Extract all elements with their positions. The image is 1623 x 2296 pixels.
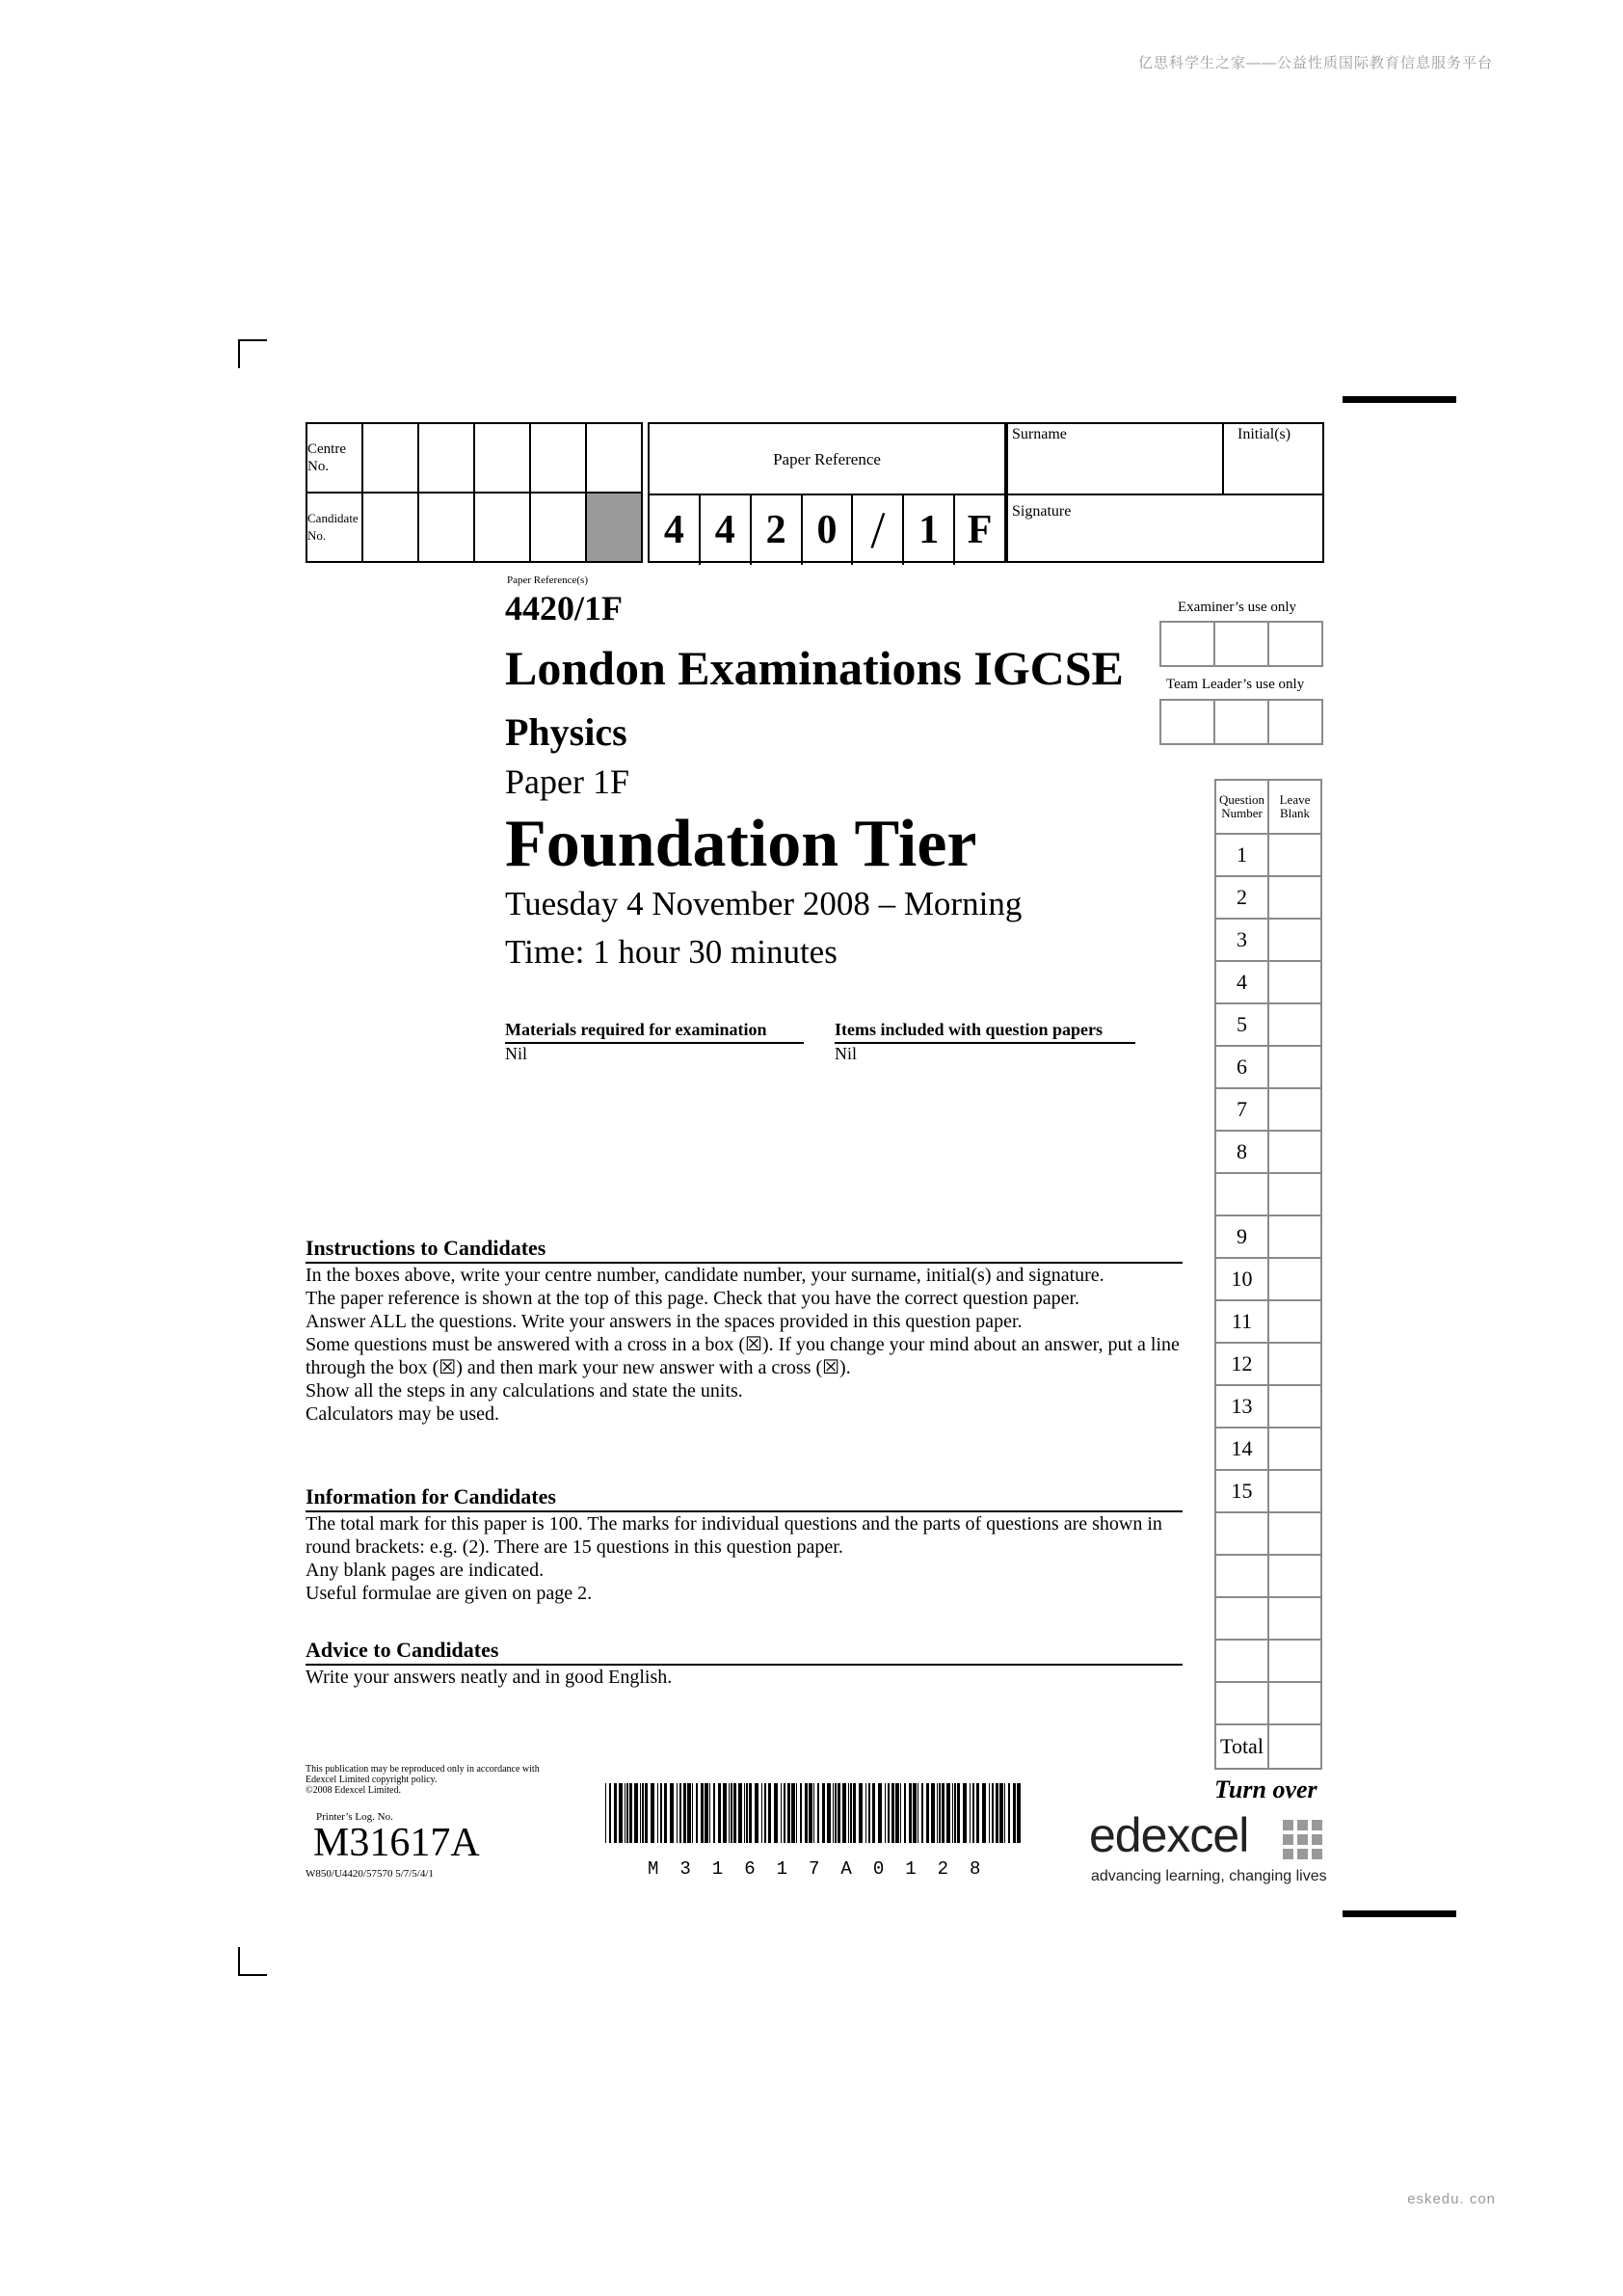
crop-mark-bottom-h	[238, 1974, 267, 1976]
paper-digit: F	[967, 508, 993, 552]
barcode-bar	[957, 1783, 960, 1843]
paper-title: Paper 1F	[505, 762, 629, 801]
question-row	[1215, 1088, 1321, 1131]
question-row	[1215, 1173, 1321, 1215]
leave-blank-box[interactable]	[1268, 1131, 1321, 1173]
question-row	[1215, 1512, 1321, 1555]
question-number: 5	[1215, 1003, 1268, 1046]
barcode-bar	[687, 1783, 691, 1843]
barcode-bar	[787, 1783, 790, 1843]
barcode-bar	[853, 1783, 856, 1843]
leave-blank-box[interactable]	[1268, 1046, 1321, 1088]
information-line: The total mark for this paper is 100. The marks for individual questions and the parts of questions are shown in round brackets: e.g. (2). There are 15 questions in this question paper.	[306, 1513, 1162, 1558]
question-number: 1	[1215, 834, 1268, 876]
centre-no-box[interactable]	[362, 423, 418, 493]
barcode-bar	[952, 1783, 953, 1843]
barcode-bar	[729, 1783, 730, 1843]
total-label: Total	[1215, 1724, 1268, 1769]
question-number: 14	[1215, 1428, 1268, 1470]
question-number	[1215, 1512, 1268, 1555]
question-number	[1215, 1597, 1268, 1640]
crop-mark-top-v	[238, 339, 240, 368]
initials-label: Initial(s)	[1237, 426, 1291, 442]
centre-no-box[interactable]	[586, 423, 642, 493]
barcode-bar	[774, 1783, 778, 1843]
barcode-bar	[677, 1783, 678, 1843]
barcode-bar	[963, 1783, 967, 1843]
barcode-bar	[651, 1783, 654, 1843]
question-number: 9	[1215, 1215, 1268, 1258]
instructions-heading: Instructions to Candidates	[306, 1236, 1183, 1264]
paper-reference-title: 4420/1F	[505, 589, 623, 627]
centre-no-label: Centre No.	[306, 423, 362, 493]
question-row	[1215, 1131, 1321, 1173]
candidate-no-box[interactable]	[474, 493, 530, 562]
barcode-bar	[683, 1783, 686, 1843]
question-row	[1215, 1343, 1321, 1385]
barcode-bar	[996, 1783, 998, 1843]
question-number: 10	[1215, 1258, 1268, 1300]
question-number: 8	[1215, 1131, 1268, 1173]
leave-blank-box[interactable]	[1268, 1173, 1321, 1215]
leave-blank-box[interactable]	[1268, 1343, 1321, 1385]
leave-blank-box[interactable]	[1268, 834, 1321, 876]
candidate-details-grid	[306, 422, 643, 563]
barcode-bar	[833, 1783, 834, 1843]
barcode-bar	[733, 1783, 736, 1843]
exam-time: Time: 1 hour 30 minutes	[505, 933, 838, 971]
barcode-bar	[749, 1783, 752, 1843]
question-row	[1215, 1300, 1321, 1343]
examiners-box[interactable]	[1160, 622, 1214, 666]
paper-digit: 1	[904, 495, 955, 565]
leave-blank-header: Leave Blank	[1268, 780, 1321, 834]
barcode-bar	[809, 1783, 812, 1843]
question-number	[1215, 1173, 1268, 1215]
barcode-bar	[692, 1783, 693, 1843]
edexcel-tagline: advancing learning, changing lives	[1091, 1868, 1327, 1884]
paper-reference-box	[648, 422, 1006, 563]
signature-label: Signature	[1012, 503, 1072, 520]
edexcel-logo-text: edexcel	[1089, 1808, 1249, 1862]
question-number-header: Question Number	[1215, 780, 1268, 834]
leave-blank-box[interactable]	[1268, 1428, 1321, 1470]
examiners-box[interactable]	[1214, 622, 1268, 666]
barcode-bar	[664, 1783, 667, 1843]
paper-digit-slash: /	[853, 495, 904, 565]
team-leader-box[interactable]	[1160, 700, 1214, 744]
information-line: Any blank pages are indicated.	[306, 1560, 545, 1581]
surname-signature-box	[1006, 422, 1324, 563]
barcode-bar	[992, 1783, 994, 1843]
team-leader-box[interactable]	[1214, 700, 1268, 744]
materials-required-value: Nil	[505, 1044, 528, 1063]
barcode-bar	[842, 1783, 846, 1843]
question-number: 6	[1215, 1046, 1268, 1088]
question-number: 2	[1215, 876, 1268, 919]
leave-blank-box[interactable]	[1268, 1682, 1321, 1724]
barcode-bar	[999, 1783, 1003, 1843]
barcode-bar	[619, 1783, 623, 1843]
leave-blank-box[interactable]	[1268, 1215, 1321, 1258]
advice-line: Write your answers neatly and in good English.	[306, 1667, 673, 1688]
barcode-bar	[805, 1783, 808, 1843]
barcode-bar	[781, 1783, 782, 1843]
team-leader-use-label: Team Leader’s use only	[1166, 677, 1305, 692]
question-number: 15	[1215, 1470, 1268, 1512]
barcode-bar	[1008, 1783, 1010, 1843]
question-number: 12	[1215, 1343, 1268, 1385]
crop-mark-bottom-v	[238, 1947, 240, 1976]
question-number: 11	[1215, 1300, 1268, 1343]
barcode-bar	[614, 1783, 617, 1843]
instructions-body	[306, 1264, 1183, 1426]
barcode-bar	[859, 1783, 863, 1843]
barcode-bar	[660, 1783, 662, 1843]
printers-log-number: M31617A	[313, 1821, 480, 1865]
advice-body	[306, 1666, 1183, 1689]
question-number: 3	[1215, 919, 1268, 961]
signature-field[interactable]	[1008, 495, 1322, 561]
information-body	[306, 1512, 1183, 1605]
barcode-bar	[657, 1783, 658, 1843]
barcode-bar	[731, 1783, 732, 1843]
question-row	[1215, 961, 1321, 1003]
barcode-bar	[900, 1783, 901, 1843]
leave-blank-box[interactable]	[1268, 1003, 1321, 1046]
leave-blank-box[interactable]	[1268, 1555, 1321, 1597]
question-row	[1215, 1555, 1321, 1597]
question-row	[1215, 1385, 1321, 1428]
printers-log-label: Printer’s Log. No.	[316, 1811, 393, 1823]
information-section	[306, 1484, 1183, 1605]
watermark-bottom: eskedu. con	[1407, 2191, 1496, 2207]
barcode-bar	[723, 1783, 727, 1843]
question-number	[1215, 1640, 1268, 1682]
materials-required	[505, 1020, 804, 1064]
instruction-line: Some questions must be answered with a cross in a box (☒). If you change your mind about an answer, put a line through the box (☒) and then mark your new answer with a cross (☒).	[306, 1334, 1180, 1378]
leave-blank-box[interactable]	[1268, 1597, 1321, 1640]
barcode	[605, 1783, 1029, 1843]
barcode-bar	[718, 1783, 721, 1843]
leave-blank-box[interactable]	[1268, 1088, 1321, 1131]
barcode-bar	[705, 1783, 708, 1843]
turn-over-label: Turn over	[1214, 1775, 1317, 1803]
surname-field[interactable]	[1008, 424, 1224, 495]
barcode-bar	[970, 1783, 971, 1843]
paper-reference-label: Paper Reference	[773, 450, 881, 468]
barcode-bar	[954, 1783, 956, 1843]
leave-blank-box[interactable]	[1268, 1385, 1321, 1428]
barcode-bar	[891, 1783, 894, 1843]
barcode-bar	[865, 1783, 866, 1843]
barcode-bar	[822, 1783, 825, 1843]
advice-section	[306, 1638, 1183, 1689]
question-row	[1215, 876, 1321, 919]
candidate-no-box[interactable]	[530, 493, 586, 562]
paper-code: W850/U4420/57570 5/7/5/4/1	[306, 1868, 434, 1880]
question-row	[1215, 1046, 1321, 1088]
leave-blank-box[interactable]	[1268, 1470, 1321, 1512]
advice-heading: Advice to Candidates	[306, 1638, 1183, 1666]
paper-reference-digits	[650, 494, 1004, 565]
barcode-bar	[926, 1783, 929, 1843]
barcode-bar	[679, 1783, 681, 1843]
barcode-bar	[904, 1783, 906, 1843]
barcode-bar	[645, 1783, 648, 1843]
barcode-bar	[848, 1783, 849, 1843]
barcode-bar	[784, 1783, 785, 1843]
barcode-bar	[1004, 1783, 1005, 1843]
leave-blank-box[interactable]	[1268, 1724, 1321, 1769]
barcode-bar	[696, 1783, 698, 1843]
examiners-box[interactable]	[1268, 622, 1322, 666]
question-row	[1215, 834, 1321, 876]
items-included-value: Nil	[835, 1044, 858, 1063]
question-row	[1215, 1003, 1321, 1046]
barcode-bar	[817, 1783, 819, 1843]
question-row	[1215, 1258, 1321, 1300]
leave-blank-box[interactable]	[1268, 1300, 1321, 1343]
instructions-section	[306, 1236, 1183, 1426]
barcode-bar	[939, 1783, 941, 1843]
candidate-no-box[interactable]	[418, 493, 474, 562]
candidate-no-label: Candidate No.	[306, 493, 362, 562]
barcode-bar	[982, 1783, 986, 1843]
barcode-bar	[888, 1783, 890, 1843]
paper-digit: 4	[650, 495, 701, 565]
barcode-bar	[764, 1783, 766, 1843]
barcode-bar	[634, 1783, 638, 1843]
barcode-bar	[976, 1783, 979, 1843]
examiners-use-grid	[1159, 621, 1323, 667]
barcode-bar	[931, 1783, 935, 1843]
barcode-bar	[626, 1783, 628, 1843]
items-included-heading: Items included with question papers	[835, 1020, 1135, 1044]
initials-field[interactable]	[1224, 424, 1322, 495]
barcode-bar	[937, 1783, 938, 1843]
barcode-bar	[913, 1783, 917, 1843]
barcode-bar	[838, 1783, 840, 1843]
leave-blank-box[interactable]	[1268, 1640, 1321, 1682]
barcode-bar	[827, 1783, 831, 1843]
barcode-bar	[609, 1783, 611, 1843]
barcode-bar	[942, 1783, 945, 1843]
materials-required-heading: Materials required for examination	[505, 1020, 804, 1044]
copyright-notice: This publication may be reproduced only in accordance with Edexcel Limited copyright policy. ©2008 Edexcel Limited.	[306, 1764, 540, 1796]
question-number: 4	[1215, 961, 1268, 1003]
barcode-bar	[835, 1783, 837, 1843]
question-marks-table	[1214, 779, 1322, 1770]
leave-blank-box[interactable]	[1268, 919, 1321, 961]
barcode-bar	[796, 1783, 797, 1843]
question-row	[1215, 1724, 1321, 1769]
paper-reference-small-label: Paper Reference(s)	[507, 574, 588, 586]
barcode-bar	[1017, 1783, 1021, 1843]
subject-title: Physics	[505, 710, 627, 754]
barcode-bar	[738, 1783, 742, 1843]
items-included	[835, 1020, 1135, 1064]
barcode-text: M31617A0128	[648, 1858, 1002, 1880]
examiners-use-label: Examiner’s use only	[1178, 600, 1297, 615]
question-number	[1215, 1682, 1268, 1724]
question-row	[1215, 1470, 1321, 1512]
barcode-bar	[701, 1783, 704, 1843]
barcode-bar	[885, 1783, 886, 1843]
barcode-bar	[972, 1783, 974, 1843]
registration-bar-bottom	[1343, 1910, 1456, 1917]
paper-digit: 2	[752, 495, 803, 565]
barcode-bar	[946, 1783, 950, 1843]
question-row	[1215, 1640, 1321, 1682]
candidate-no-box-shaded	[586, 493, 642, 562]
barcode-bar	[746, 1783, 748, 1843]
barcode-bar	[1013, 1783, 1016, 1843]
leave-blank-box[interactable]	[1268, 1258, 1321, 1300]
question-row	[1215, 1597, 1321, 1640]
team-leader-use-grid	[1159, 699, 1323, 745]
barcode-bar	[813, 1783, 814, 1843]
barcode-bar	[755, 1783, 758, 1843]
leave-blank-box[interactable]	[1268, 1512, 1321, 1555]
barcode-bar	[642, 1783, 644, 1843]
barcode-bar	[640, 1783, 641, 1843]
instruction-line: Show all the steps in any calculations and state the units.	[306, 1380, 743, 1402]
barcode-bar	[895, 1783, 899, 1843]
centre-no-box[interactable]	[530, 423, 586, 493]
barcode-bar	[921, 1783, 923, 1843]
leave-blank-box[interactable]	[1268, 876, 1321, 919]
barcode-bar	[768, 1783, 771, 1843]
centre-no-box[interactable]	[474, 423, 530, 493]
leave-blank-box[interactable]	[1268, 961, 1321, 1003]
edexcel-logo-icon	[1283, 1820, 1323, 1865]
barcode-bar	[761, 1783, 762, 1843]
information-line: Useful formulae are given on page 2.	[306, 1583, 593, 1604]
barcode-bar	[744, 1783, 745, 1843]
barcode-bar	[878, 1783, 882, 1843]
question-row	[1215, 919, 1321, 961]
barcode-bar	[850, 1783, 852, 1843]
surname-label: Surname	[1012, 426, 1067, 442]
information-heading: Information for Candidates	[306, 1484, 1183, 1512]
team-leader-box[interactable]	[1268, 700, 1322, 744]
question-number: 7	[1215, 1088, 1268, 1131]
question-row	[1215, 1215, 1321, 1258]
barcode-bar	[670, 1783, 674, 1843]
barcode-bar	[791, 1783, 795, 1843]
barcode-bar	[872, 1783, 875, 1843]
barcode-bar	[989, 1783, 990, 1843]
instruction-line: In the boxes above, write your centre number, candidate number, your surname, initial(s) and signature.	[306, 1265, 1104, 1286]
barcode-bar	[800, 1783, 802, 1843]
watermark-top: 亿思科学生之家——公益性质国际教育信息服务平台	[1137, 55, 1493, 71]
question-row	[1215, 1428, 1321, 1470]
barcode-bar	[629, 1783, 632, 1843]
instruction-line: The paper reference is shown at the top of this page. Check that you have the correct question paper.	[306, 1288, 1080, 1309]
centre-no-box[interactable]	[418, 423, 474, 493]
question-number	[1215, 1555, 1268, 1597]
paper-digit: 4	[701, 495, 752, 565]
crop-mark-top-h	[238, 339, 267, 341]
paper-digit: 0	[803, 495, 854, 565]
barcode-bar	[709, 1783, 710, 1843]
barcode-bar	[868, 1783, 870, 1843]
question-number: 13	[1215, 1385, 1268, 1428]
registration-bar-top	[1343, 396, 1456, 403]
instruction-line: Calculators may be used.	[306, 1403, 500, 1425]
exam-date: Tuesday 4 November 2008 – Morning	[505, 885, 1023, 922]
exam-board-title: London Examinations IGCSE	[505, 641, 1124, 695]
barcode-bar	[909, 1783, 912, 1843]
candidate-no-box[interactable]	[362, 493, 418, 562]
barcode-bar	[605, 1783, 606, 1843]
barcode-bar	[713, 1783, 715, 1843]
instruction-line: Answer ALL the questions. Write your answers in the spaces provided in this question paper.	[306, 1311, 1023, 1332]
question-row	[1215, 1682, 1321, 1724]
tier-title: Foundation Tier	[505, 807, 977, 881]
